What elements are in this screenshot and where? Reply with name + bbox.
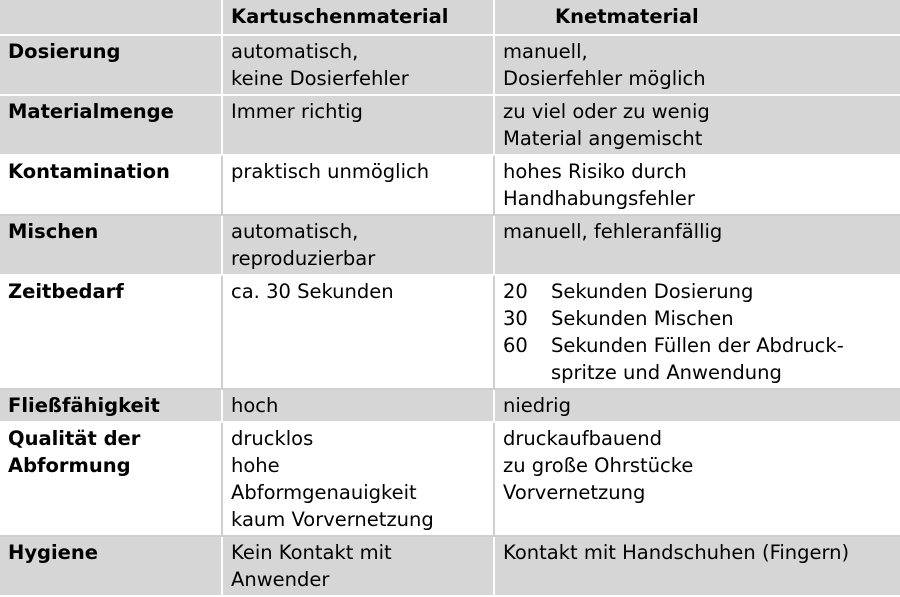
cell-line: reproduzierbar — [231, 247, 376, 270]
row-label — [0, 275, 222, 389]
cell-kartusche — [222, 35, 494, 95]
cell-line: Material angemischt — [503, 127, 703, 150]
cell-knet — [494, 95, 900, 155]
label-line: Kontamination — [8, 160, 170, 183]
timing-seconds: 60 — [503, 334, 528, 357]
timing-text: Sekunden Füllen der Abdruck- — [551, 334, 844, 357]
cell-line: automatisch, — [231, 220, 359, 243]
cell-kartusche — [222, 155, 494, 215]
cell-line: manuell, — [503, 40, 588, 63]
cell-line: Vorvernetzung — [503, 481, 646, 504]
timing-line — [503, 305, 892, 332]
cell-knet — [494, 389, 900, 422]
cell-line: keine Dosierfehler — [231, 67, 409, 90]
cell-line: ca. 30 Sekunden — [231, 280, 394, 303]
cell-line: Handhabungsfehler — [503, 187, 695, 210]
cell-line: praktisch unmöglich — [231, 160, 430, 183]
cell-line: kaum Vorvernetzung — [231, 508, 434, 531]
cell-line: manuell, fehleranfällig — [503, 220, 723, 243]
row-materialmenge — [0, 95, 900, 155]
cell-knet — [494, 275, 900, 389]
row-label — [0, 536, 222, 596]
cell-kartusche — [222, 536, 494, 596]
cell-line: automatisch, — [231, 40, 359, 63]
timing-seconds: 20 — [503, 280, 528, 303]
cell-line: Kontakt mit Handschuhen (Fingern) — [503, 541, 850, 564]
row-fliessfaehigkeit — [0, 389, 900, 422]
label-line: Zeitbedarf — [8, 280, 124, 303]
header-kartuschenmaterial: Kartuschenmaterial — [222, 0, 494, 35]
row-label — [0, 155, 222, 215]
cell-line: drucklos — [231, 427, 314, 450]
header-knetmaterial: Knetmaterial — [494, 0, 900, 35]
row-kontamination — [0, 155, 900, 215]
label-line: Abformung — [8, 454, 131, 477]
header-row — [0, 0, 900, 35]
row-hygiene — [0, 536, 900, 596]
row-label — [0, 422, 222, 536]
cell-line: Dosierfehler möglich — [503, 67, 706, 90]
cell-line: Anwender — [231, 568, 330, 591]
cell-line: niedrig — [503, 394, 571, 417]
cell-knet — [494, 536, 900, 596]
timing-continuation: spritze und Anwendung — [551, 361, 782, 384]
row-label — [0, 95, 222, 155]
label-line: Dosierung — [8, 40, 121, 63]
cell-line: Immer richtig — [231, 100, 363, 123]
cell-line: zu große Ohrstücke — [503, 454, 694, 477]
label-line: Hygiene — [8, 541, 99, 564]
label-line: Materialmenge — [8, 100, 174, 123]
label-line: Mischen — [8, 220, 99, 243]
cell-line: hohes Risiko durch — [503, 160, 687, 183]
label-line: Fließfähigkeit — [8, 394, 160, 417]
header-empty-cell — [0, 0, 222, 35]
cell-knet — [494, 155, 900, 215]
cell-kartusche — [222, 95, 494, 155]
cell-knet — [494, 35, 900, 95]
cell-line: druckaufbauend — [503, 427, 663, 450]
row-label — [0, 215, 222, 275]
timing-text: Sekunden Mischen — [551, 307, 734, 330]
row-dosierung — [0, 35, 900, 95]
cell-kartusche — [222, 215, 494, 275]
cell-line: hohe — [231, 454, 280, 477]
cell-line: Kein Kontakt mit — [231, 541, 392, 564]
row-label — [0, 35, 222, 95]
cell-knet — [494, 422, 900, 536]
row-zeitbedarf — [0, 275, 900, 389]
cell-line: Abformgenauigkeit — [231, 481, 417, 504]
cell-line: hoch — [231, 394, 279, 417]
timing-line — [503, 332, 892, 359]
label-line: Qualität der — [8, 427, 141, 450]
timing-line — [503, 278, 892, 305]
cell-line: zu viel oder zu wenig — [503, 100, 710, 123]
cell-knet — [494, 215, 900, 275]
row-mischen — [0, 215, 900, 275]
timing-text: Sekunden Dosierung — [551, 280, 754, 303]
cell-kartusche — [222, 422, 494, 536]
cell-kartusche — [222, 275, 494, 389]
timing-seconds: 30 — [503, 307, 528, 330]
cell-kartusche — [222, 389, 494, 422]
row-qualitaet-der-abformung — [0, 422, 900, 536]
row-label — [0, 389, 222, 422]
